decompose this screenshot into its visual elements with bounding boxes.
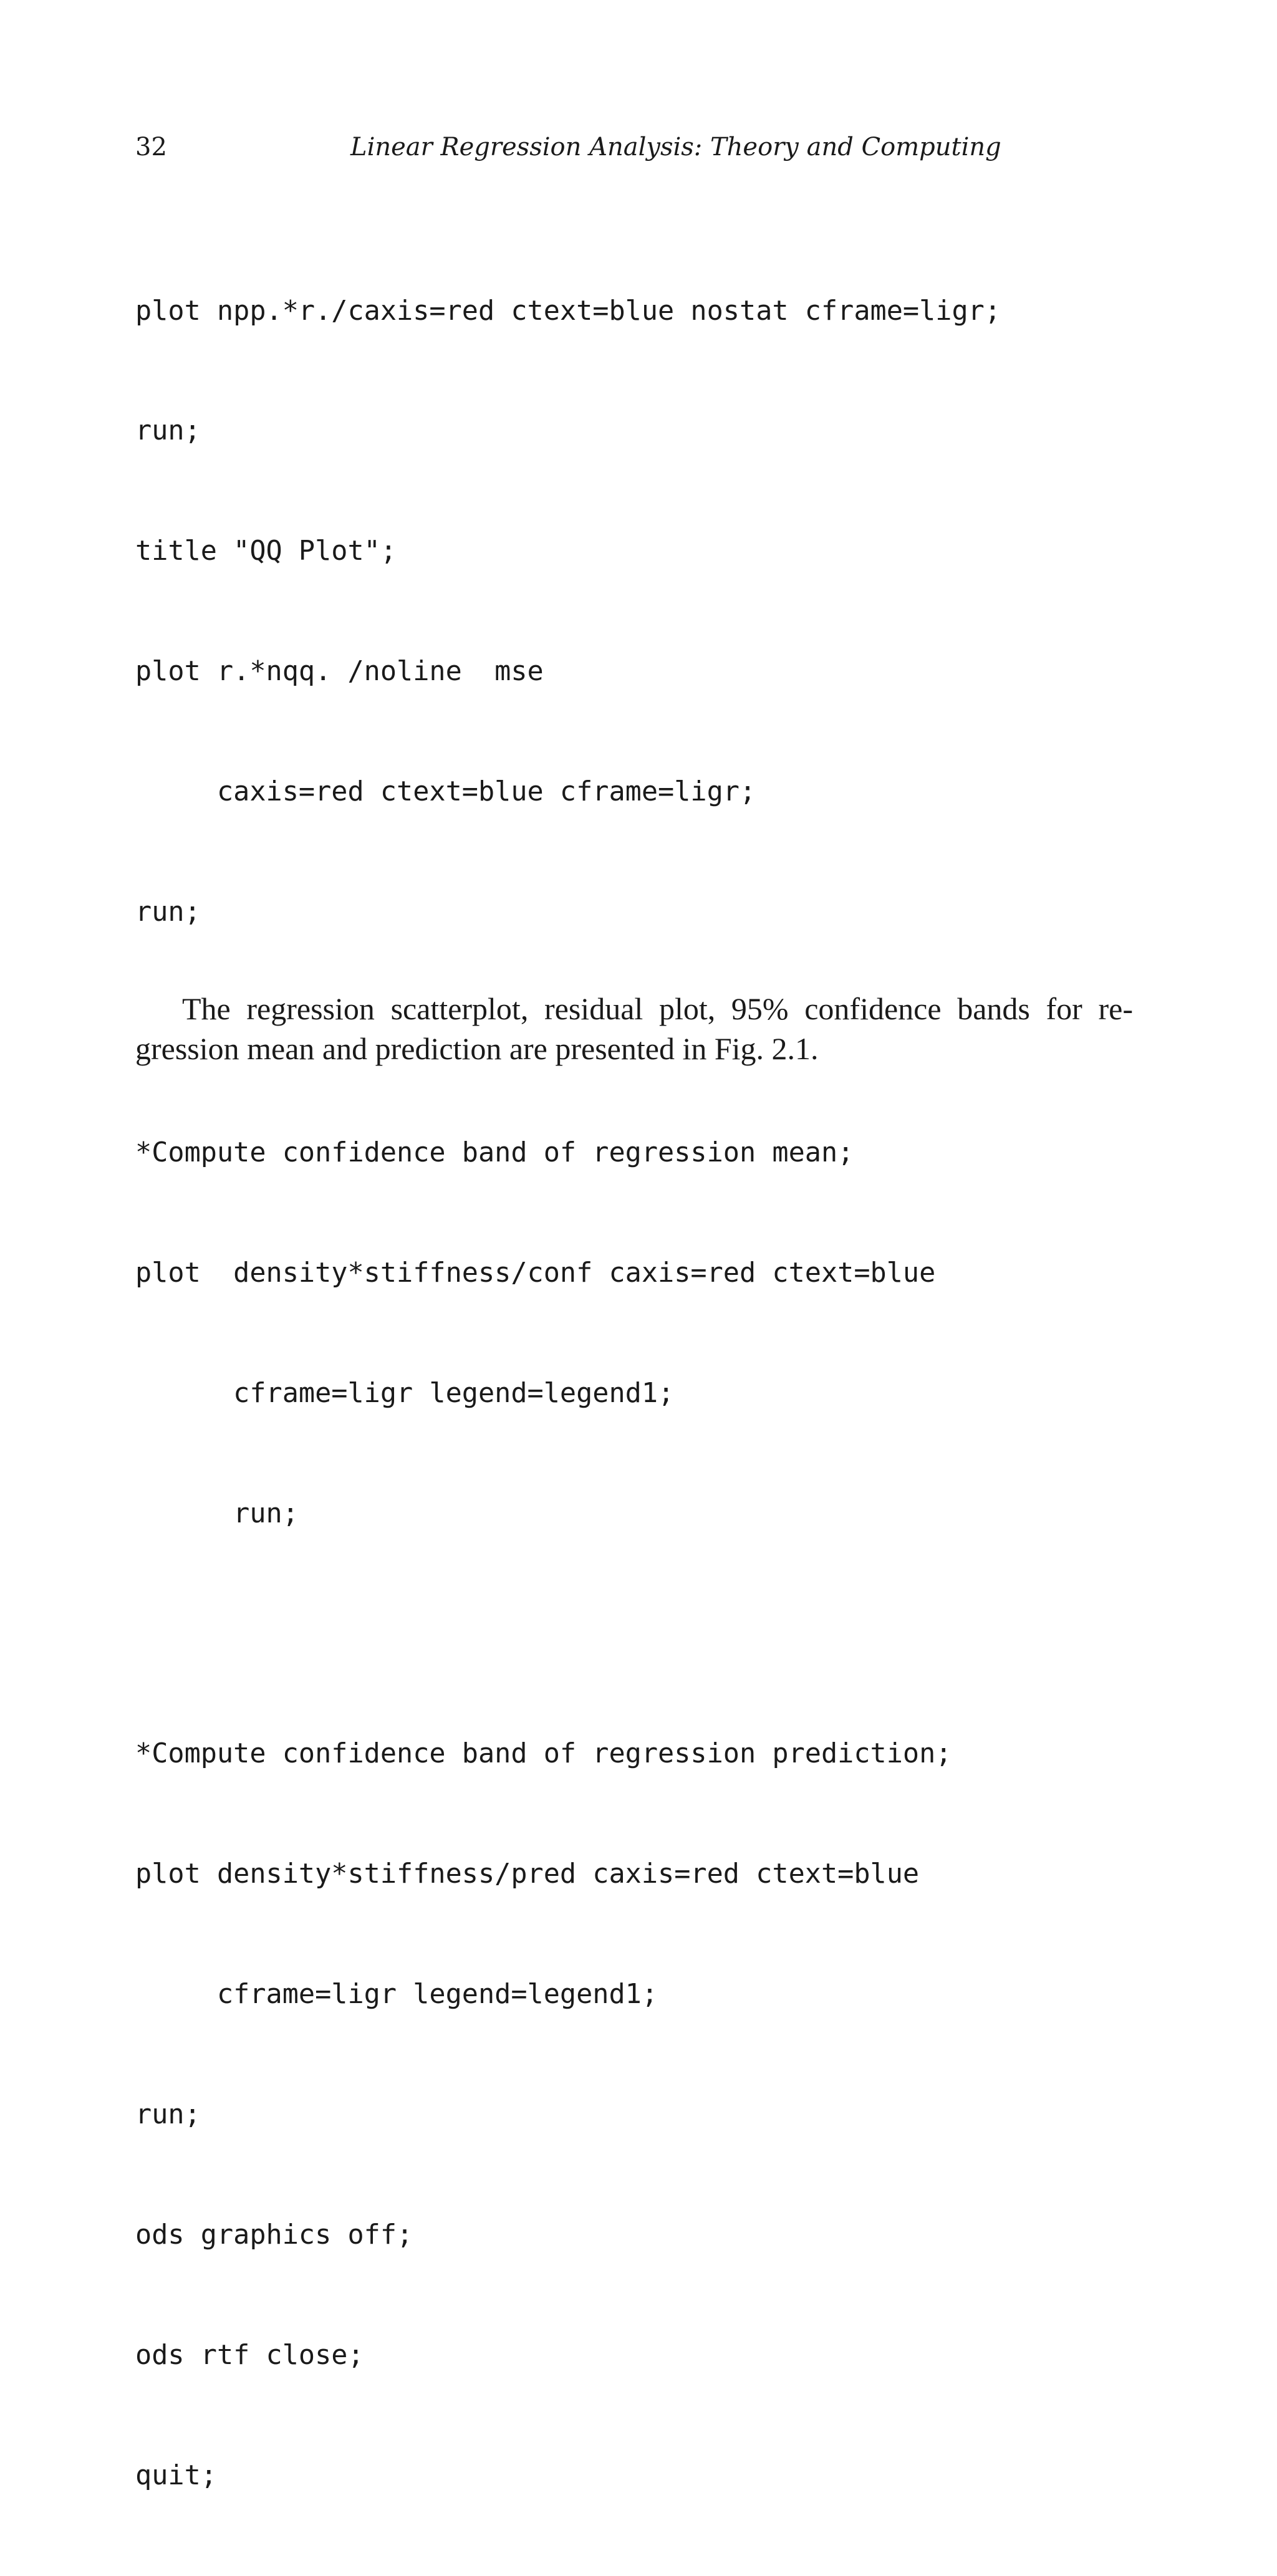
running-title: Linear Regression Analysis: Theory and Computing xyxy=(350,133,1001,161)
paragraph-line: The regression scatterplot, residual plot, 95% confidence bands for re- xyxy=(182,991,1133,1026)
code-line: run; xyxy=(135,1497,299,1529)
code-line: plot npp.*r./caxis=red ctext=blue nostat cframe=ligr; xyxy=(135,295,1001,327)
code-line: ods rtf close; xyxy=(135,2339,364,2371)
code-line: plot density*stiffness/pred caxis=red ctext=blue xyxy=(135,1858,920,1890)
code-line: title "QQ Plot"; xyxy=(135,536,397,567)
code-line: cframe=ligr legend=legend1; xyxy=(135,1979,658,2011)
code-line: quit; xyxy=(135,2459,217,2491)
page-number: 32 xyxy=(135,133,167,161)
code-line: *Compute confidence band of regression prediction; xyxy=(135,1738,952,1770)
code-line: *Compute confidence band of regression mean; xyxy=(135,1137,854,1168)
code-line: cframe=ligr legend=legend1; xyxy=(135,1377,675,1409)
code-line: ods graphics off; xyxy=(135,2219,413,2251)
body-paragraph xyxy=(135,989,1133,1069)
code-line: run; xyxy=(135,2098,201,2130)
paragraph-line: gression mean and prediction are presented in Fig. 2.1. xyxy=(135,1031,819,1066)
running-head xyxy=(135,128,1133,166)
code-line: caxis=red ctext=blue cframe=ligr; xyxy=(135,776,756,808)
sas-code-listing xyxy=(135,211,1145,2576)
code-line: plot r.*nqq. /noline mse xyxy=(135,656,544,688)
code-line-blank xyxy=(135,1613,1145,1653)
code-line: plot density*stiffness/conf caxis=red ctext=blue xyxy=(135,1257,936,1289)
code-line: run; xyxy=(135,896,201,928)
code-line: run; xyxy=(135,415,201,447)
